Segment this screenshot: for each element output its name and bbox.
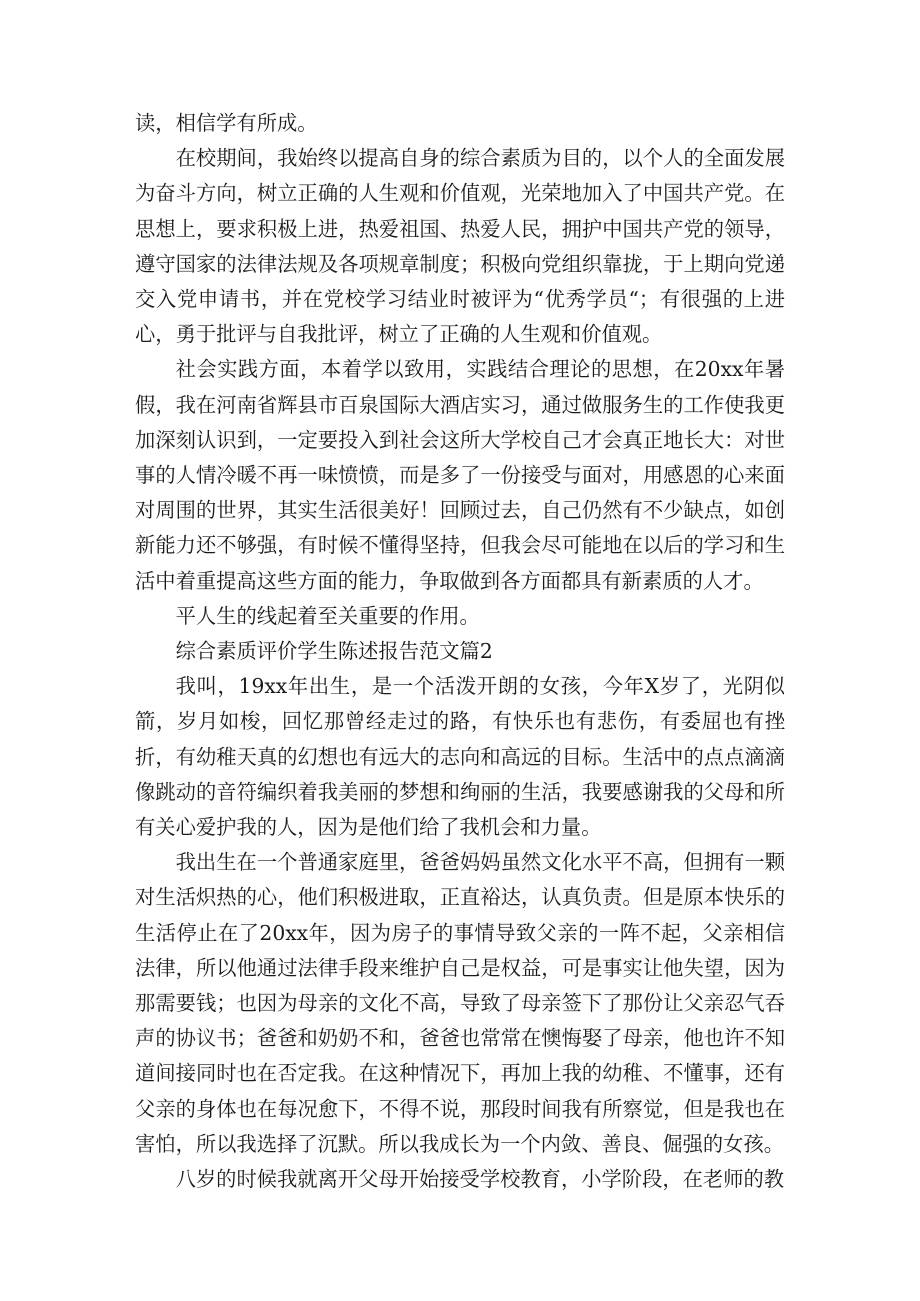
paragraph-family: 我出生在一个普通家庭里，爸爸妈妈虽然文化水平不高，但拥有一颗对生活炽热的心，他们积极进取，正直裕达，认真负责。但是原本快乐的生活停止在了20xx年，因为房子的事情导致父亲的一阵不起，父亲相信法律，所以他通过法律手段来维护自己是权益，可是事实让他失望，因为那需要钱；也因为母亲的文化不高，导致了母亲签下了那份让父亲忍气吞声的协议书；爸爸和奶奶不和，爸爸也常常在懊悔娶了母亲，他也许不知道间接同时也在否定我。在这种情况下，再加上我的幼稚、不懂事，还有父亲的身体也在每况愈下，不得不说，那段时间我有所察觉，但是我也在害怕，所以我选择了沉默。所以我成长为一个内敛、善良、倔强的女孩。 [135, 850, 785, 1156]
paragraph-continuation: 读，相信学有所成。 [135, 111, 318, 135]
paragraph-social-practice: 社会实践方面，本着学以致用，实践结合理论的思想，在20xx年暑假，我在河南省辉县市百泉国际大酒店实习，通过做服务生的工作使我更加深刻认识到，一定要投入到社会这所大学校自己才会真正地长大：对世事的人情冷暖不再一味愤愤，而是多了一份接受与面对，用感恩的心来面对周围的世界，其实生活很美好！回顾过去，自己仍然有不少缺点，如创新能力还不够强，有时候不懂得坚持，但我会尽可能地在以后的学习和生活中着重提高这些方面的能力，争取做到各方面都具有新素质的人才。 [135, 357, 785, 593]
paragraph-school-start: 八岁的时候我就离开父母开始接受学校教育，小学阶段，在老师的教 [175, 1167, 785, 1192]
document-body [135, 106, 785, 1197]
paragraph-school-period: 在校期间，我始终以提高自身的综合素质为目的，以个人的全面发展为奋斗方向，树立正确的人生观和价值观，光荣地加入了中国共产党。在思想上，要求积极上进，热爱祖国、热爱人民，拥护中国共产党的领导，遵守国家的法律法规及各项规章制度；积极向党组织靠拢，于上期向党递交入党申请书，并在党校学习结业时被评为“优秀学员“；有很强的上进心，勇于批评与自我批评，树立了正确的人生观和价值观。 [135, 146, 785, 347]
paragraph-introduction: 我叫，19xx年出生，是一个活泼开朗的女孩，今年X岁了，光阴似箭，岁月如梭，回忆那曾经走过的路，有快乐也有悲伤，有委屈也有挫折，有幼稚天真的幻想也有远大的志向和高远的目标。生活中的点点滴滴像跳动的音符编织着我美丽的梦想和绚丽的生活，我要感谢我的父母和所有关心爱护我的人，因为是他们给了我机会和力量。 [135, 674, 785, 840]
section-heading: 综合素质评价学生陈述报告范文篇2 [175, 639, 493, 664]
paragraph-fragment: 平人生的线起着至关重要的作用。 [175, 603, 480, 628]
